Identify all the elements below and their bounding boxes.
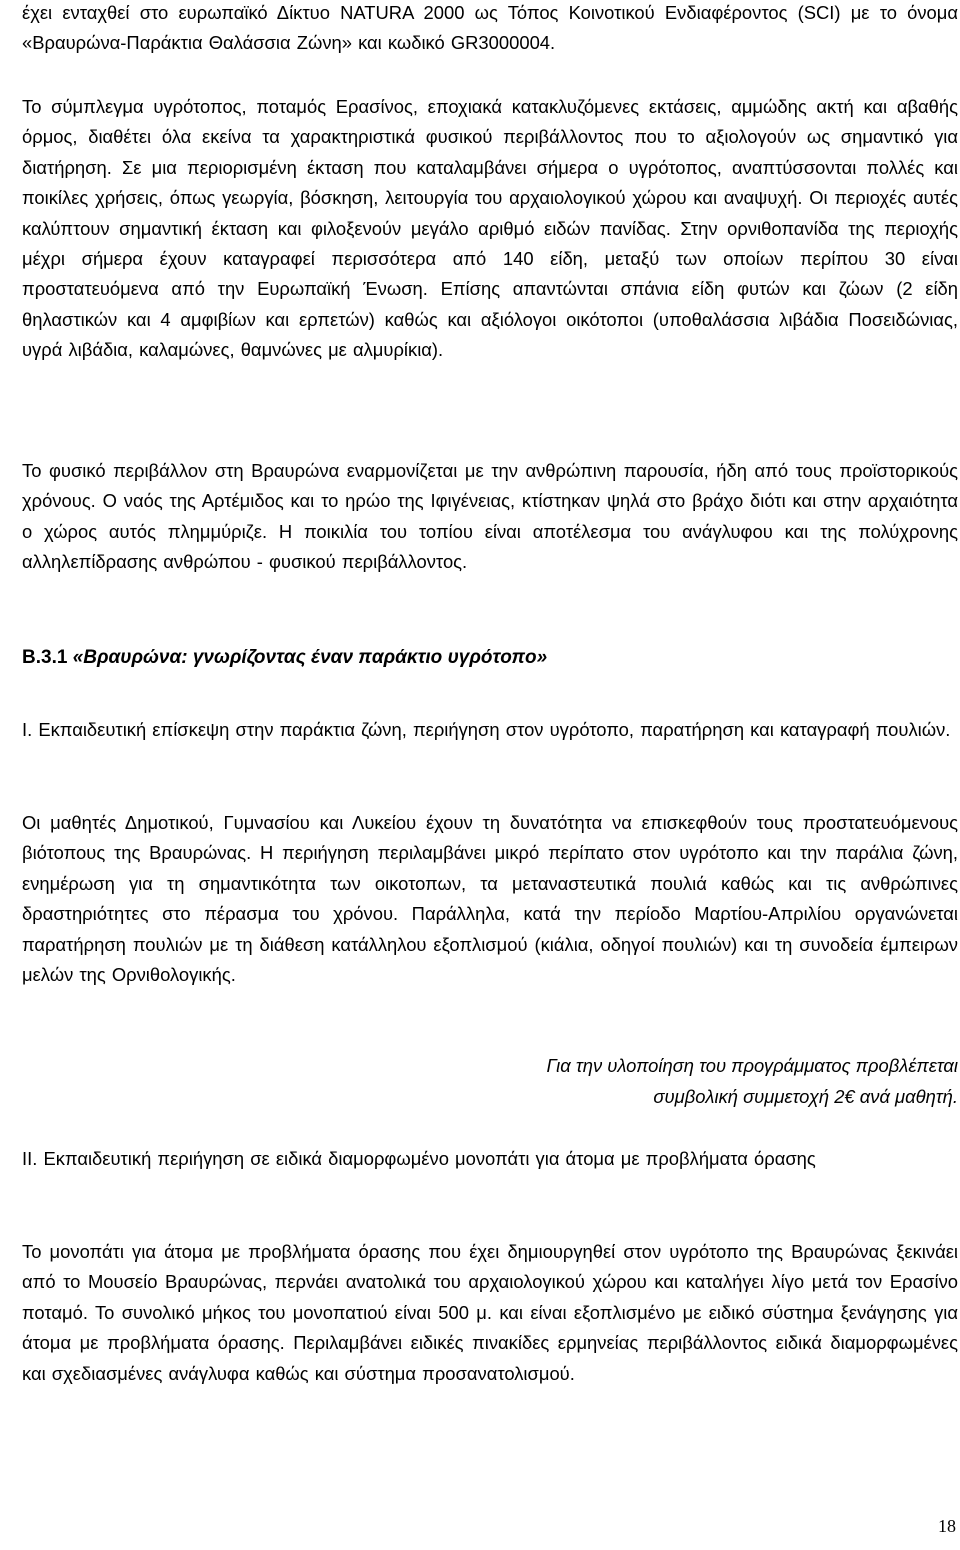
paragraph-wetland-complex: Το σύμπλεγμα υγρότοπος, ποταμός Ερασίνος, εποχιακά κατακλυζόμενες εκτάσεις, αμμώδης ακτή και αβαθής όρμος, διαθέτει όλα εκείνα τα χαρακτηριστικά φυσικού περιβάλλοντος που το αξιολογούν ως σημαντικό για διατήρηση. Σε μια περιορισμένη έκταση που καταλαμβάνει σήμερα ο υγρότοπος, αναπτύσσονται πολλές και ποικίλες χρήσεις, όπως γεωργία, βόσκηση, λειτουργία του αρχαιολογικού χώρου και αναψυχή. Οι περιοχές αυτές καλύπτουν σημαντική έκταση και φιλοξενούν μεγάλο αριθμό ειδών πανίδας. Στην ορνιθοπανίδα της περιοχής μέχρι σήμερα έχουν καταγραφεί περισσότερα από 140 είδη, μεταξύ των οποίων περίπου 30 είναι προστατευόμενα από την Ευρωπαϊκή Ένωση. Επίσης απαντώνται σπάνια είδη φυτών και ζώων (2 είδη θηλαστικών και 4 αμφιβίων και ερπετών) καθώς και αξιόλογοι οικότοποι (υποθαλάσσια λιβάδια Ποσειδώνιας, υγρά λιβάδια, καλαμώνες, θαμνώνες με αλμυρίκια). [22, 96, 958, 361]
section-number: Β.3.1 [22, 647, 68, 668]
paragraph-accessible-path: Το μονοπάτι για άτομα με προβλήματα όρασης που έχει δημιουργηθεί στον υγρότοπο της Βραυρώνας ξεκινάει από το Μουσείο Βραυρώνας, περνάει ανατολικά του αρχαιολογικού χώρου και καταλήγει λίγο μετά τον Ερασίνο ποταμό. Το συνολικό μήκος του μονοπατιού είναι 500 μ. και είναι εξοπλισμένο με ειδικό σύστημα ξενάγησης για άτομα με προβλήματα όρασης. Περιλαμβάνει ειδικές πινακίδες ερμηνείας περιβάλλοντος ειδικά διαμορφωμένες και σχεδιασμένες ανάγλυφα καθώς και σύστημα προσανατολισμού. [22, 1241, 958, 1384]
section-heading [22, 643, 547, 673]
program-item-1: Ι. Εκπαιδευτική επίσκεψη στην παράκτια ζώνη, περιήγηση στον υγρότοπο, παρατήρηση και καταγραφή πουλιών. [22, 719, 951, 740]
participation-note [22, 1050, 958, 1112]
document-page [22, 0, 958, 1550]
paragraph-natura: έχει ενταχθεί στο ευρωπαϊκό Δίκτυο NATURA 2000 ως Τόπος Κοινοτικού Ενδιαφέροντος (SCI) με το όνομα «Βραυρώνα-Παράκτια Θαλάσσια Ζώνη» και κωδικό GR3000004. [22, 2, 958, 54]
paragraph-natural-environment: Το φυσικό περιβάλλον στη Βραυρώνα εναρμονίζεται με την ανθρώπινη παρουσία, ήδη από τους προϊστορικούς χρόνους. Ο ναός της Αρτέμιδος και το ηρώο της Ιφιγένειας, κτίστηκαν ψηλά στο βράχο διότι και στην αρχαιότητα ο χώρος αυτός πλημμύριζε. Η ποικιλία του τοπίου είναι αποτέλεσμα του ανάγλυφου και της πολύχρονης αλληλεπίδρασης ανθρώπου - φυσικού περιβάλλοντος. [22, 460, 958, 573]
paragraph-students-visit: Οι μαθητές Δημοτικού, Γυμνασίου και Λυκείου έχουν τη δυνατότητα να επισκεφθούν τους προστατευόμενους βιότοπους της Βραυρώνας. Η περιήγηση περιλαμβάνει μικρό περίπατο στον υγρότοπο και την παράλια ζώνη, ενημέρωση για τη σημαντικότητα των οικοτοπων, τα μεταναστευτικά πουλιά καθώς και τις ανθρώπινες δραστηριότητες στο πέρασμα του χρόνου. Παράλληλα, κατά την περίοδο Μαρτίου-Απριλίου οργανώνεται παρατήρηση πουλιών με τη διάθεση κατάλληλου εξοπλισμού (κιάλια, οδηγοί πουλιών) και τη συνοδεία έμπειρων μελών της Ορνιθολογικής. [22, 812, 958, 986]
program-item-2: ΙΙ. Εκπαιδευτική περιήγηση σε ειδικά διαμορφωμένο μονοπάτι για άτομα με προβλήματα όρασης [22, 1148, 816, 1169]
note-line-1: Για την υλοποίηση του προγράμματος προβλέπεται [546, 1055, 958, 1076]
section-title: «Βραυρώνα: γνωρίζοντας έναν παράκτιο υγρότοπο» [72, 647, 548, 668]
note-line-2: συμβολική συμμετοχή 2€ ανά μαθητή. [653, 1086, 958, 1107]
page-number: 18 [938, 1516, 956, 1536]
